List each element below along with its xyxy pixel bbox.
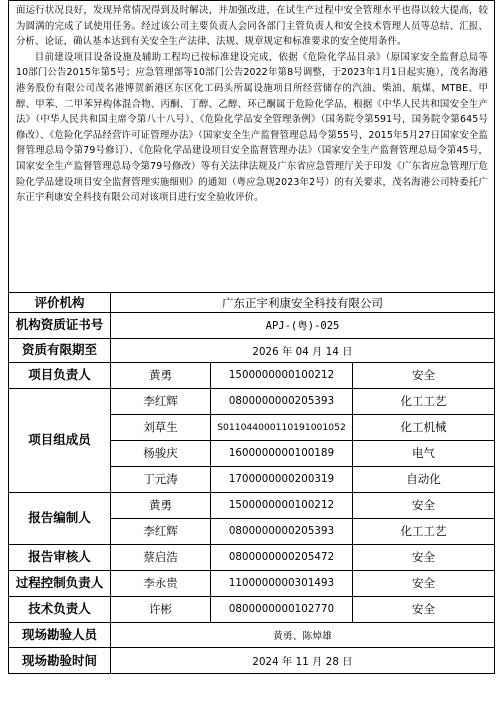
cert-no-value: APJ-(粤)-025: [111, 313, 495, 339]
intro-paragraph-1: 面运行状况良好，发现异常情况得到及时解决，并加强改进，在试生产过程中安全管理水平也得以较大提高，较为圆满的完成了试使用任务。经过该公司主要负责人会同各部门主管负责人和安全技术管理人员等总结、汇报、分析、论证，确认基本达到有关安全生产法律、法规、规章规定和标准要求的安全使用条件。: [16, 5, 488, 48]
person-specialty: 电气: [353, 440, 495, 466]
person-specialty: 自动化: [353, 466, 495, 492]
site-survey-time-label: 现场勘验时间: [9, 648, 111, 674]
person-name: 李红辉: [111, 388, 211, 414]
validity-row: [9, 338, 495, 362]
site-survey-staff-label: 现场勘验人员: [9, 622, 111, 648]
validity-label: 资质有限期至: [9, 338, 111, 362]
person-specialty: 安全: [353, 492, 495, 518]
person-name: 许彬: [111, 596, 211, 622]
project-member-row: [9, 388, 495, 414]
cert-no-row: [9, 313, 495, 339]
eval-org-value: 广东正宇利康安全科技有限公司: [111, 293, 495, 313]
person-cert: 1500000000100212: [211, 492, 353, 518]
process-control-label: 过程控制负责人: [9, 570, 111, 596]
person-specialty: 安全: [353, 544, 495, 570]
eval-org-row: [9, 293, 495, 313]
evaluation-info-table: [8, 0, 495, 674]
report-editors-label: 报告编制人: [9, 492, 111, 544]
person-name: 丁元涛: [111, 466, 211, 492]
person-specialty: 安全: [353, 570, 495, 596]
person-cert: 1600000000100189: [211, 440, 353, 466]
person-cert: 0800000000205393: [211, 518, 353, 544]
site-survey-time-row: [9, 648, 495, 674]
person-cert: 0800000000205393: [211, 388, 353, 414]
person-name: 李永贵: [111, 570, 211, 596]
site-survey-staff-value: 黄勇、陈焯雄: [111, 622, 495, 648]
process-control-row: [9, 570, 495, 596]
project-lead-row: [9, 362, 495, 388]
report-editor-row: [9, 492, 495, 518]
report-reviewer-label: 报告审核人: [9, 544, 111, 570]
person-specialty: 化工工艺: [353, 388, 495, 414]
person-cert: 0800000000102770: [211, 596, 353, 622]
intro-text-cell: [9, 1, 495, 293]
person-cert: 0800000000205472: [211, 544, 353, 570]
person-specialty: 化工工艺: [353, 518, 495, 544]
report-reviewer-row: [9, 544, 495, 570]
person-specialty: 化工机械: [353, 414, 495, 440]
person-specialty: 安全: [353, 362, 495, 388]
person-cert: 1500000000100212: [211, 362, 353, 388]
person-cert: S011044000110191001052: [211, 414, 353, 440]
person-cert: 1700000000200319: [211, 466, 353, 492]
person-name: 杨骏庆: [111, 440, 211, 466]
validity-value: 2026 年 04 月 14 日: [111, 338, 495, 362]
person-cert: 1100000000301493: [211, 570, 353, 596]
eval-org-label: 评价机构: [9, 293, 111, 313]
intro-row: [9, 1, 495, 293]
person-name: 李红辉: [111, 518, 211, 544]
person-name: 蔡启浩: [111, 544, 211, 570]
intro-paragraph-2: 目前建设项目设备设施及辅助工程均已按标准建设完成，依据《危险化学品目录》（原国家安全监督总局等10部门公告2015年第5号；应急管理部等10部门公告2022年第8号调整，于2023年1月1日起实施），茂名海港港务股份有限公司茂名港博贺新港区东区化工码头所属设施项目所经营储存的汽油、柴油、航煤、MTBE、甲醇、甲苯、二甲苯异构体混合物、丙酮、丁醇、乙醇、环己酮属于危险化学品，根据《中华人民共和国安全生产法》（中华人民共和国主席令第八十八号）、《危险化学品安全管理条例》（国务院令第591号，国务院令第645号修改）、《危险化学品经营许可证管理办法》（国家安全生产监督管理总局令第55号，2015年5月27日国家安全监督管理总局令第79号修订）、《危险化学品建设项目安全监督管理办法》（国家安全生产监督管理总局令第45号，国家安全生产监督管理总局令第79号修改）等有关法律法规及广东省应急管理厅关于印发《广东省应急管理厅危险化学品建设项目安全监督管理实施细则》的通知（粤应急规2023年2号）的有关要求，茂名海港公司特委托广东正宇利康安全科技有限公司对该项目进行安全验收评价。: [16, 51, 488, 204]
project-members-label: 项目组成员: [9, 388, 111, 492]
site-survey-staff-row: [9, 622, 495, 648]
site-survey-time-value: 2024 年 11 月 28 日: [111, 648, 495, 674]
person-name: 刘草生: [111, 414, 211, 440]
project-lead-label: 项目负责人: [9, 362, 111, 388]
person-specialty: 安全: [353, 596, 495, 622]
person-name: 黄勇: [111, 362, 211, 388]
tech-lead-row: [9, 596, 495, 622]
person-name: 黄勇: [111, 492, 211, 518]
cert-no-label: 机构资质证书号: [9, 313, 111, 339]
tech-lead-label: 技术负责人: [9, 596, 111, 622]
